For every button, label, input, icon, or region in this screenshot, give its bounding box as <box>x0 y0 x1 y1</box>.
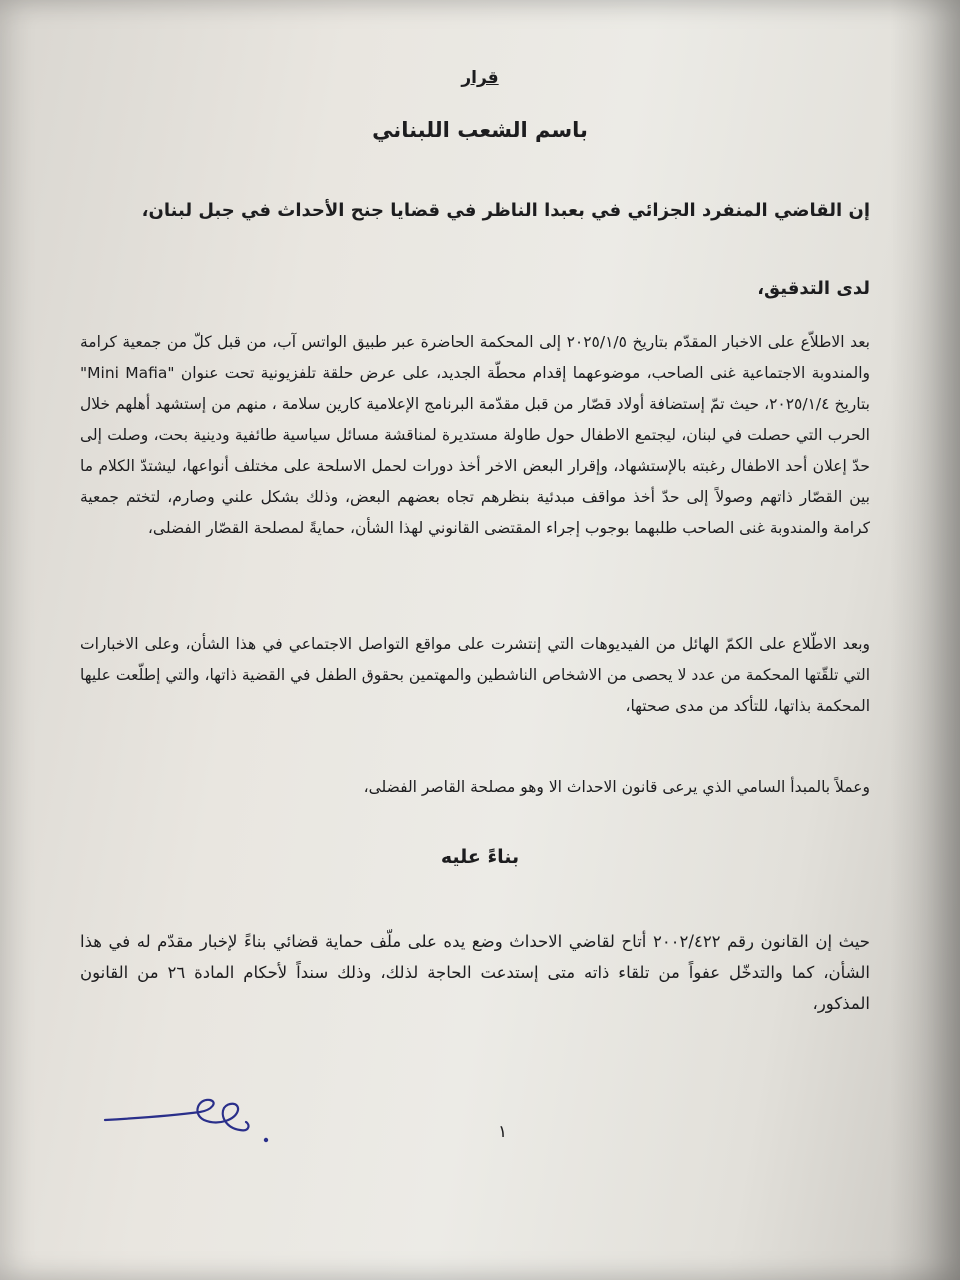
therefore-heading: بناءً عليه <box>440 846 520 868</box>
paragraph-report: بعد الاطلاّع على الاخبار المقدّم بتاريخ ٢٠٢٥/١/٥ إلى المحكمة الحاضرة عبر طبيق الواتس آب، من قبل كلّ من جمعية كرامة والمندوبة الاجتماعية غنى الصاحب، موضوعهما إقدام محطّة الجديد، على عرض حلقة تلفزيونية تحت عنوان "Mini Mafia" بتاريخ ٢٠٢٥/١/٤، حيث تمّ إستضافة أولاد قصّار من قبل مقدّمة البرنامج الإعلامية كارين سلامة ، منهم من إستشهد أهلهم خلال الحرب التي حصلت في لبنان، ليجتمع الاطفال حول طاولة مستديرة لمناقشة مسائل سياسية طائفية ودينية بحت، وصلت إلى حدّ إعلان أحد الاطفال رغبته بالإستشهاد، وإقرار البعض الاخر أخذ دورات لحمل الاسلحة على مختلف أنواعها، ليشتدّ الكلام ما بين القصّار ذاتهم وصولاً إلى حدّ أخذ مواقف مبدئية بنظرهم تجاه بعضهم البعض، وذلك بشكل علني وصارم، لتختم جمعية كرامة والمندوبة غنى الصاحب طلبهما بوجوب إجراء المقتضى القانوني لهذا الشأن، حمايةً لمصلحة القصّار الفضلى، <box>80 333 870 537</box>
page-shadow <box>890 0 960 1280</box>
closing-paragraph: حيث إن القانون رقم ٢٠٠٢/٤٢٢ أتاح لقاضي الاحداث وضع يده على ملّف حماية قضائي بناءً لإخبار مقدّم له في هذا الشأن، كما والتدخّل عفواً من تلقاء ذاته متى إستدعت الحاجة لذلك، وذلك سنداً لأحكام المادة ٢٦ من القانون المذكور، <box>80 932 870 1013</box>
paragraph-videos: وبعد الاطّلاع على الكمّ الهائل من الفيديوهات التي إنتشرت على مواقع التواصل الاجتماعي في هذا الشأن، وعلى الاخبارات التي تلقّتها المحكمة من عدد لا يحصى من الاشخاص الناشطين والمهتمين بحقوق الطفل في القضية ذاتها، والتي إطلّعت عليها المحكمة بذاتها، للتأكد من مدى صحتها، <box>80 635 870 715</box>
document-title: قرار <box>461 68 499 88</box>
judge-line: إن القاضي المنفرد الجزائي في بعبدا الناظر في قضايا جنح الأحداث في جبل لبنان، <box>141 200 870 221</box>
signature-mark <box>100 1080 290 1160</box>
document-subtitle: باسم الشعب اللبناني <box>372 118 588 142</box>
inspection-heading: لدى التدقيق، <box>757 278 870 299</box>
page-number: ١ <box>498 1122 508 1142</box>
paragraph-principle: وعملاً بالمبدأ السامي الذي يرعى قانون الاحداث الا وهو مصلحة القاصر الفضلى، <box>363 778 870 796</box>
